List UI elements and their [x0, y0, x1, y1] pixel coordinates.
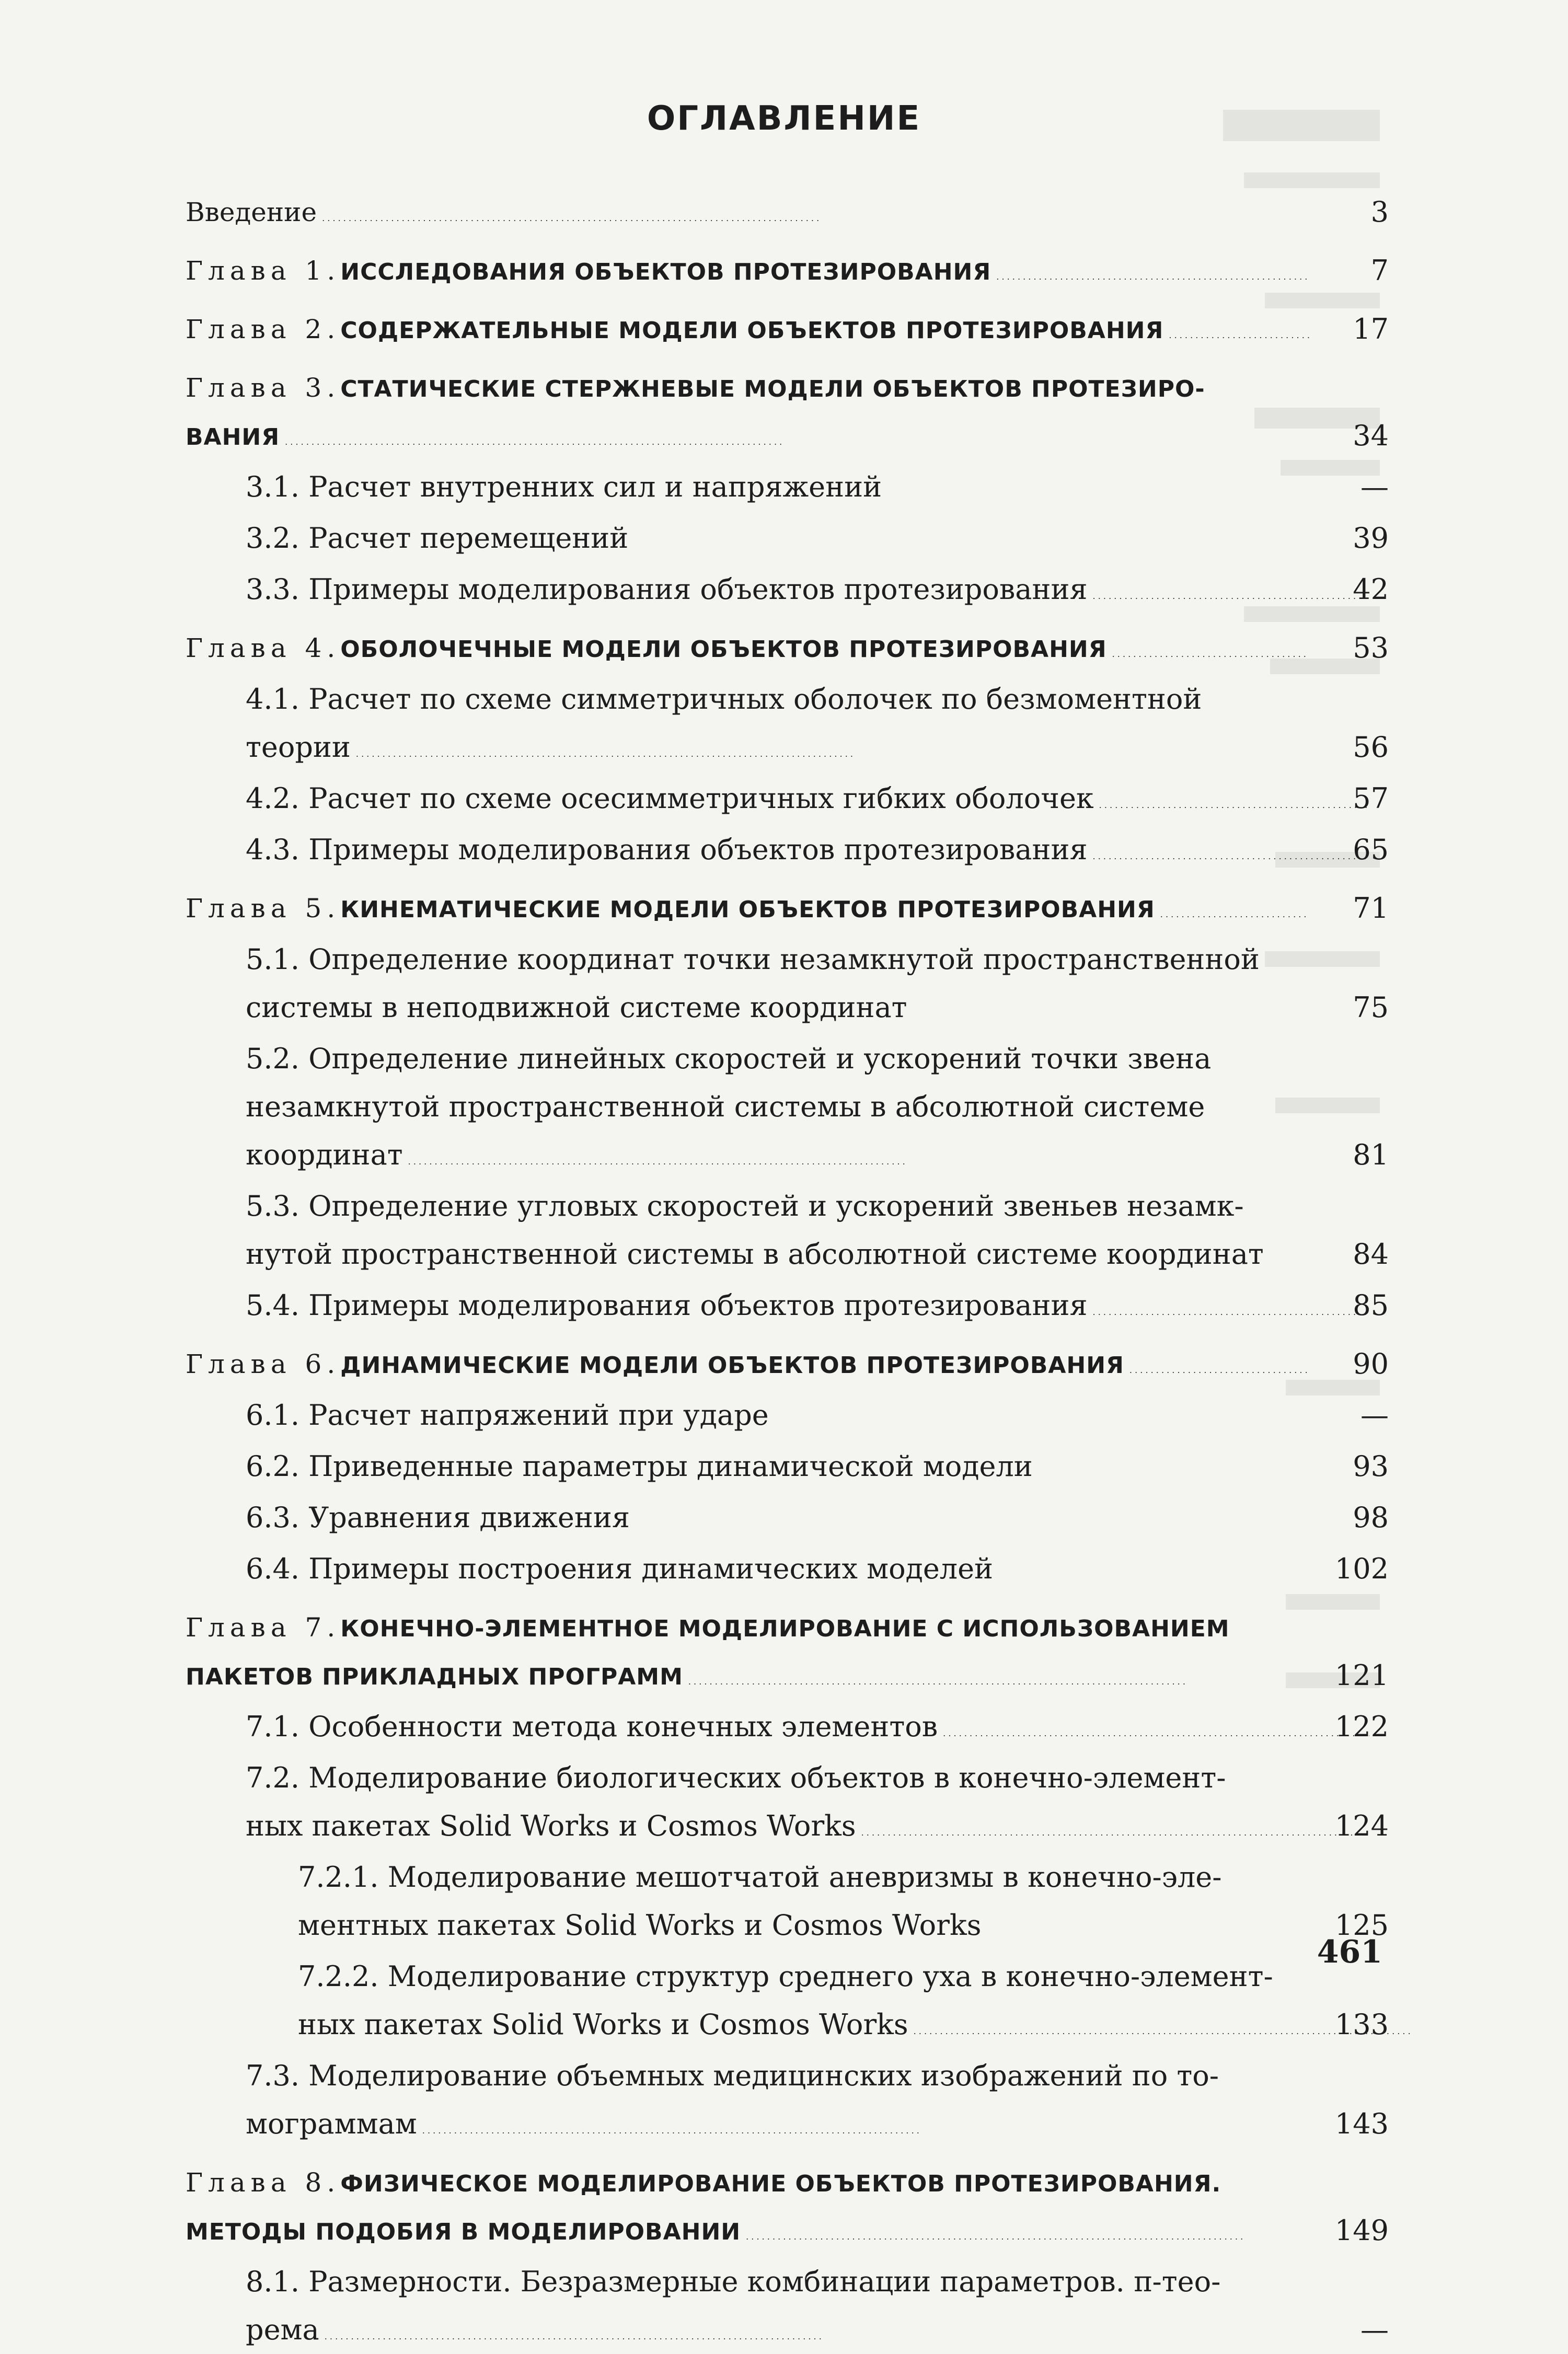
leader-dots — [856, 1809, 1369, 1850]
toc-page-number: 57 — [1353, 782, 1389, 815]
chapter-title: ПАКЕТОВ ПРИКЛАДНЫХ ПРОГРАММ — [186, 1664, 683, 1690]
chapter-prefix: Глава 7. — [186, 1612, 341, 1643]
toc-page-number: 65 — [1353, 833, 1389, 866]
toc-entry[interactable] — [186, 1340, 1388, 1388]
toc-entry-text — [186, 2159, 1221, 2207]
chapter-title: МЕТОДЫ ПОДОБИЯ В МОДЕЛИРОВАНИИ — [186, 2219, 741, 2245]
toc-page-number: — — [1361, 470, 1389, 503]
chapter-title: КОНЕЧНО-ЭЛЕМЕНТНОЕ МОДЕЛИРОВАНИЕ С ИСПОЛЬЗОВАНИЕМ — [340, 1616, 1230, 1642]
toc-page-number: 84 — [1353, 1238, 1389, 1271]
toc-page-number: 56 — [1353, 731, 1389, 764]
toc-entry[interactable] — [246, 1391, 1388, 1439]
toc-entry-text — [186, 1340, 1124, 1388]
toc-entry-text — [186, 364, 1205, 412]
toc-page-number: — — [1361, 1399, 1389, 1432]
toc-entry[interactable] — [246, 1282, 1388, 1330]
toc-entry-text: нутой пространственной системы в абсолютной системе координат — [246, 1238, 1264, 1271]
toc-entry-text: мограммам — [246, 2107, 417, 2140]
toc-entry[interactable] — [246, 2052, 1388, 2148]
toc-entry[interactable] — [246, 2258, 1388, 2354]
toc-page-number: 81 — [1353, 1138, 1389, 1171]
leader-dots — [938, 1710, 1369, 1751]
leader-dots — [683, 1658, 1309, 1700]
toc-entry-text: 6.1. Расчет напряжений при ударе — [246, 1399, 769, 1432]
leader-dots — [1155, 891, 1309, 932]
page-title: ОГЛАВЛЕНИЕ — [647, 99, 921, 138]
toc-page-number: 121 — [1334, 1659, 1389, 1692]
toc-entry[interactable] — [246, 775, 1388, 823]
chapter-title: ОБОЛОЧЕЧНЫЕ МОДЕЛИ ОБЪЕКТОВ ПРОТЕЗИРОВАНИЯ — [340, 636, 1107, 663]
toc-entry[interactable] — [246, 1545, 1388, 1593]
toc-page-number: 133 — [1334, 2008, 1389, 2041]
toc-entry[interactable] — [246, 463, 1388, 511]
leader-dots — [1124, 1346, 1309, 1388]
leader-dots — [403, 1138, 1369, 1179]
toc-entry-text: теории — [246, 731, 351, 764]
toc-page-number: 85 — [1353, 1289, 1389, 1322]
toc-page-number: — — [1361, 2313, 1389, 2346]
toc-entry-text — [186, 2207, 741, 2255]
toc-entry[interactable] — [186, 247, 1388, 295]
chapter-title: КИНЕМАТИЧЕСКИЕ МОДЕЛИ ОБЪЕКТОВ ПРОТЕЗИРОВАНИЯ — [340, 896, 1155, 923]
toc-entry[interactable] — [298, 1953, 1388, 2049]
toc-entry-text: 7.3. Моделирование объемных медицинских изображений по то- — [246, 2059, 1219, 2092]
chapter-title: ФИЗИЧЕСКОЕ МОДЕЛИРОВАНИЕ ОБЪЕКТОВ ПРОТЕЗИРОВАНИЯ. — [340, 2171, 1221, 2197]
toc-entry[interactable] — [246, 566, 1388, 614]
toc-page-number: 75 — [1353, 991, 1389, 1024]
leader-dots — [1163, 311, 1309, 353]
toc-entry[interactable] — [246, 514, 1388, 562]
leader-dots — [1107, 630, 1309, 672]
chapter-prefix: Глава 3. — [186, 373, 341, 403]
toc-entry[interactable] — [186, 624, 1388, 672]
toc-page-number: 125 — [1334, 1909, 1389, 1942]
toc-page-number: 149 — [1334, 2214, 1389, 2247]
toc-page-number: 122 — [1334, 1710, 1389, 1743]
toc-page-number: 42 — [1353, 573, 1389, 606]
toc-entry-text — [186, 412, 280, 460]
chapter-title: ВАНИЯ — [186, 424, 280, 451]
toc-entry[interactable] — [186, 364, 1388, 460]
chapter-title: ИССЛЕДОВАНИЯ ОБЪЕКТОВ ПРОТЕЗИРОВАНИЯ — [340, 259, 991, 285]
toc-entry-text: 6.4. Примеры построения динамических моделей — [246, 1552, 994, 1585]
toc-entry-text — [186, 624, 1107, 672]
leader-dots — [991, 253, 1309, 295]
leader-dots — [280, 418, 1309, 460]
toc-entry-text: 5.4. Примеры моделирования объектов протезирования — [246, 1289, 1088, 1322]
toc-entry[interactable] — [246, 1035, 1388, 1179]
chapter-title: ДИНАМИЧЕСКИЕ МОДЕЛИ ОБЪЕКТОВ ПРОТЕЗИРОВАНИЯ — [340, 1352, 1124, 1379]
chapter-prefix: Глава 4. — [186, 633, 341, 663]
toc-entry-text: 5.1. Определение координат точки незамкнутой пространственной — [246, 943, 1260, 976]
toc-page-number: 124 — [1334, 1809, 1389, 1842]
toc-entry-text: 7.1. Особенности метода конечных элементов — [246, 1710, 938, 1743]
toc-entry-text: 4.3. Примеры моделирования объектов протезирования — [246, 833, 1088, 866]
toc-entry[interactable] — [298, 1853, 1388, 1949]
toc-page-number: 17 — [1353, 313, 1389, 345]
chapter-prefix: Глава 6. — [186, 1349, 341, 1379]
toc-entry[interactable] — [186, 2159, 1388, 2255]
toc-entry-text: координат — [246, 1138, 403, 1171]
toc-entry[interactable] — [246, 936, 1388, 1032]
toc-page-number: 90 — [1353, 1347, 1389, 1380]
toc-entry[interactable] — [186, 884, 1388, 932]
toc-entry[interactable] — [186, 188, 1388, 236]
toc-entry-text: ментных пакетах Solid Works и Cosmos Works — [298, 1909, 982, 1942]
toc-entry-text: 8.1. Размерности. Безразмерные комбинации параметров. π-тео- — [246, 2265, 1221, 2298]
toc-entry[interactable] — [246, 826, 1388, 874]
page-number: 461 — [1317, 1934, 1382, 1970]
toc-entry-text: 3.2. Расчет перемещений — [246, 522, 629, 555]
leader-dots — [317, 194, 1309, 236]
leader-dots — [741, 2213, 1309, 2255]
chapter-title: СТАТИЧЕСКИЕ СТЕРЖНЕВЫЕ МОДЕЛИ ОБЪЕКТОВ ПРОТЕЗИРО- — [340, 376, 1205, 402]
toc-page-number: 102 — [1334, 1552, 1389, 1585]
toc-entry-text: 5.3. Определение угловых скоростей и ускорений звеньев незамк- — [246, 1190, 1244, 1222]
toc-entry-text — [186, 1652, 683, 1700]
toc-entry[interactable] — [246, 1182, 1388, 1278]
toc-entry[interactable] — [246, 1443, 1388, 1491]
leader-dots — [417, 2107, 1369, 2148]
chapter-title: СОДЕРЖАТЕЛЬНЫЕ МОДЕЛИ ОБЪЕКТОВ ПРОТЕЗИРОВАНИЯ — [340, 317, 1164, 344]
toc-entry-text — [186, 305, 1163, 353]
toc-entry[interactable] — [246, 1703, 1388, 1751]
toc-entry[interactable] — [246, 1494, 1388, 1542]
toc-entry-text: 4.1. Расчет по схеме симметричных оболочек по безмоментной — [246, 683, 1202, 716]
toc-entry-text: 7.2. Моделирование биологических объектов в конечно-элемент- — [246, 1761, 1226, 1794]
toc-page-number: 143 — [1334, 2107, 1389, 2140]
toc-entry-text — [186, 1603, 1230, 1652]
toc-entry-text: 7.2.1. Моделирование мешотчатой аневризмы в конечно-эле- — [298, 1861, 1222, 1894]
toc-entry-text — [186, 884, 1155, 932]
chapter-prefix: Глава 8. — [186, 2167, 341, 2198]
toc-entry-text: 6.3. Уравнения движения — [246, 1501, 630, 1534]
toc-entry[interactable] — [246, 675, 1388, 771]
leader-dots — [319, 2313, 1369, 2354]
toc-entry-text: ных пакетах Solid Works и Cosmos Works — [246, 1809, 856, 1842]
toc-entry[interactable] — [186, 1603, 1388, 1700]
toc-page-number: 34 — [1353, 419, 1389, 452]
toc-entry-text: 3.3. Примеры моделирования объектов протезирования — [246, 573, 1088, 606]
toc-entry-text: 5.2. Определение линейных скоростей и ускорений точки звена — [246, 1042, 1212, 1075]
toc-entry-text: 3.1. Расчет внутренних сил и напряжений — [246, 470, 882, 503]
toc-entry-text: 6.2. Приведенные параметры динамической модели — [246, 1450, 1033, 1483]
toc-entry-text: незамкнутой пространственной системы в абсолютной системе — [246, 1090, 1205, 1123]
chapter-prefix: Глава 2. — [186, 314, 341, 344]
toc-page-number: 7 — [1370, 254, 1389, 287]
toc-entry-text: 4.2. Расчет по схеме осесимметричных гибких оболочек — [246, 782, 1094, 815]
toc-page-number: 98 — [1353, 1501, 1389, 1534]
toc-entry-text — [186, 247, 991, 295]
chapter-prefix: Глава 1. — [186, 256, 341, 286]
table-of-contents — [186, 178, 1388, 2354]
toc-entry-text: системы в неподвижной системе координат — [246, 991, 907, 1024]
toc-entry[interactable] — [186, 305, 1388, 353]
toc-entry-text: Введение — [186, 197, 317, 227]
toc-entry[interactable] — [246, 1754, 1388, 1850]
toc-page-number: 39 — [1353, 522, 1389, 555]
toc-page-number: 3 — [1370, 195, 1389, 228]
leader-dots — [351, 730, 1369, 771]
toc-page-number: 71 — [1353, 892, 1389, 925]
toc-page-number: 53 — [1353, 631, 1389, 664]
toc-entry-text: ных пакетах Solid Works и Cosmos Works — [298, 2008, 908, 2041]
chapter-prefix: Глава 5. — [186, 893, 341, 924]
toc-page-number: 93 — [1353, 1450, 1389, 1483]
toc-entry-text: рема — [246, 2313, 319, 2346]
toc-entry-text: 7.2.2. Моделирование структур среднего уха в конечно-элемент- — [298, 1960, 1273, 1993]
